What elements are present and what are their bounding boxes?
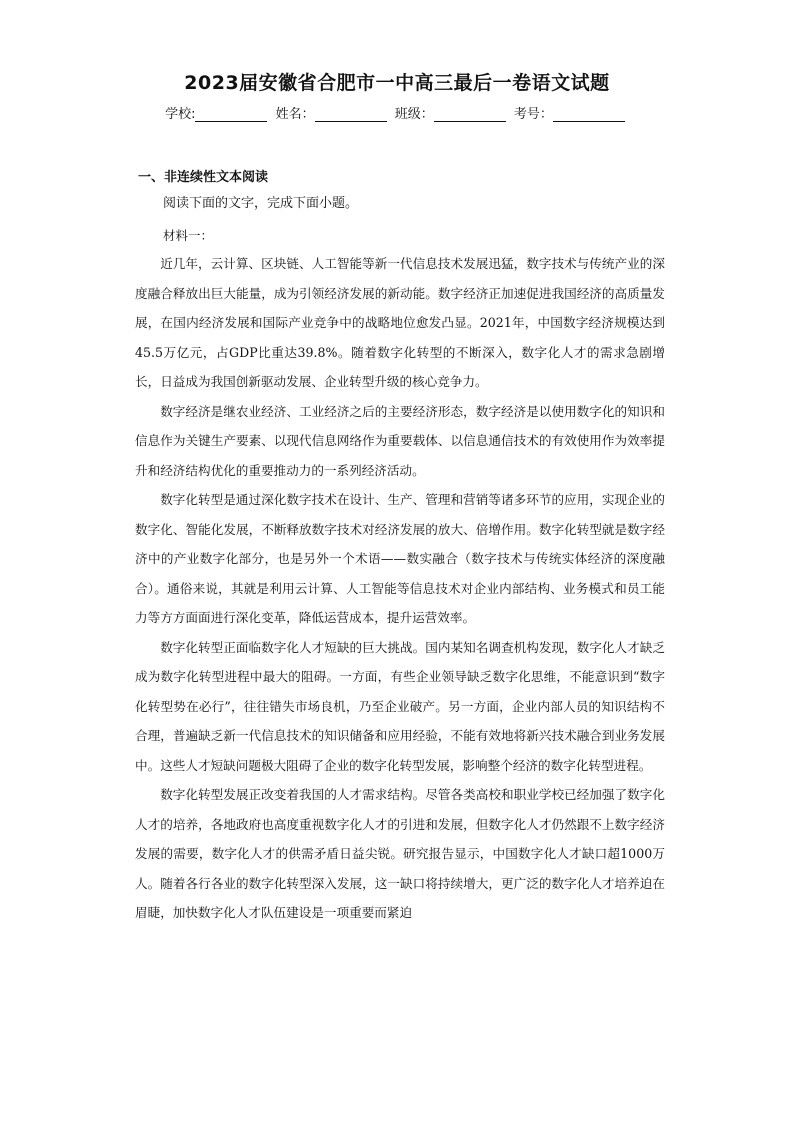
paragraph: 近几年，云计算、区块链、人工智能等新一代信息技术发展迅猛，数字技术与传统产业的深度融合释放出巨大能量，成为引领经济发展的新动能。数字经济正加速促进我国经济的高质量发展，在国内经济发展和国际产业竞争中的战略地位愈发凸显。2021年，中国数字经济规模达到45.5万亿元，占GDP比重达39.8%。随着数字化转型的不断深入，数字化人才的需求急剧增长，日益成为我国创新驱动发展、企业转型升级的核心竞争力。: [135, 256, 665, 389]
page-title: 2023届安徽省合肥市一中高三最后一卷语文试题: [184, 72, 610, 94]
exam-number-label: 考号：: [513, 107, 553, 122]
name-label: 姓名：: [275, 107, 315, 122]
class-label: 班级：: [394, 107, 434, 122]
section-heading: 一、非连续性文本阅读: [138, 170, 269, 185]
paragraph: 数字化转型正面临数字化人才短缺的巨大挑战。国内某知名调查机构发现，数字化人才缺乏成为数字化转型进程中最大的阻碍。一方面，有些企业领导缺乏数字化思维，不能意识到“数字化转型势在必行”，往往错失市场良机，乃至企业破产。另一方面，企业内部人员的知识结构不合理，普遍缺乏新一代信息技术的知识储备和应用经验，不能有效地将新兴技术融合到业务发展中。这些人才短缺问题极大阻碍了企业的数字化转型发展，影响整个经济的数字化转型进程。: [135, 639, 665, 773]
instruction-text: 阅读下面的文字，完成下面小题。: [163, 196, 359, 211]
article-body: [135, 249, 665, 928]
class-blank[interactable]: [434, 107, 506, 122]
exam-number-blank[interactable]: [553, 107, 625, 122]
school-label: 学校:: [165, 107, 196, 122]
student-info-line: [0, 103, 794, 122]
school-blank[interactable]: [195, 107, 267, 122]
paragraph: 数字化转型发展正改变着我国的人才需求结构。尽管各类高校和职业学校已经加强了数字化人才的培养，各地政府也高度重视数字化人才的引进和发展，但数字化人才仍然跟不上数字经济发展的需要，数字化人才的供需矛盾日益尖锐。研究报告显示，中国数字化人才缺口超1000万人。随着各行各业的数字化转型深入发展，这一缺口将持续增大，更广泛的数字化人才培养迫在眉睫，加快数字化人才队伍建设是一项重要而紧迫: [135, 787, 665, 920]
name-blank[interactable]: [315, 107, 387, 122]
paragraph: 数字经济是继农业经济、工业经济之后的主要经济形态，数字经济是以使用数字化的知识和信息作为关键生产要素、以现代信息网络作为重要载体、以信息通信技术的有效使用作为效率提升和经济结构优化的重要推动力的一系列经济活动。: [135, 403, 665, 478]
paragraph: 数字化转型是通过深化数字技术在设计、生产、管理和营销等诸多环节的应用，实现企业的数字化、智能化发展，不断释放数字技术对经济发展的放大、倍增作用。数字化转型就是数字经济中的产业数字化部分，也是另外一个术语——数实融合（数字技术与传统实体经济的深度融合）。通俗来说，其就是利用云计算、人工智能等信息技术对企业内部结构、业务模式和员工能力等方方面面进行深化变革，降低运营成本，提升运营效率。: [135, 492, 665, 625]
material-label: 材料一：: [163, 228, 214, 243]
